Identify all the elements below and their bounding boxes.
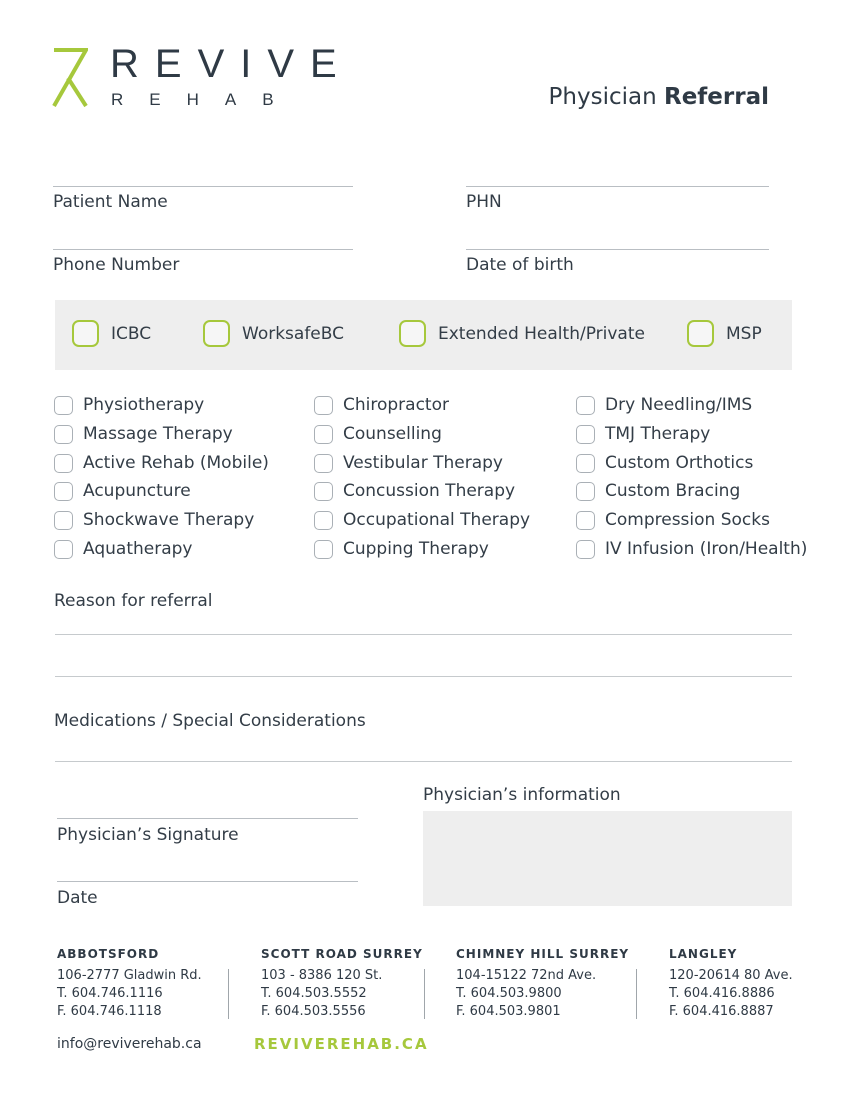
service-checkbox[interactable]: Shockwave Therapy bbox=[54, 510, 254, 530]
reason-line-1[interactable] bbox=[55, 634, 792, 635]
checkbox-icon[interactable] bbox=[314, 482, 333, 501]
office-phone: T. 604.416.8886 bbox=[669, 986, 775, 1001]
service-checkbox[interactable]: IV Infusion (Iron/Health) bbox=[576, 539, 807, 559]
medications-label: Medications / Special Considerations bbox=[54, 711, 366, 731]
office-phone: T. 604.503.9800 bbox=[456, 986, 562, 1001]
signature-field[interactable] bbox=[57, 818, 358, 819]
service-checkbox[interactable]: Cupping Therapy bbox=[314, 539, 489, 559]
medications-line[interactable] bbox=[55, 761, 792, 762]
revive-logo-icon bbox=[52, 48, 88, 108]
office-name: LANGLEY bbox=[669, 947, 738, 961]
phn-field[interactable] bbox=[466, 186, 769, 187]
insurance-options bbox=[55, 300, 792, 370]
checkbox-icon[interactable] bbox=[54, 396, 73, 415]
office-address: 106-2777 Gladwin Rd. bbox=[57, 968, 202, 983]
checkbox-icon[interactable] bbox=[54, 454, 73, 473]
checkbox-icon[interactable] bbox=[576, 454, 595, 473]
service-checkbox[interactable]: TMJ Therapy bbox=[576, 424, 710, 444]
phone-number-field[interactable] bbox=[53, 249, 353, 250]
checkbox-icon[interactable] bbox=[54, 540, 73, 559]
service-checkbox[interactable]: Custom Bracing bbox=[576, 481, 740, 501]
office-fax: F. 604.746.1118 bbox=[57, 1004, 162, 1019]
date-of-birth-label: Date of birth bbox=[466, 255, 574, 275]
checkbox-icon[interactable] bbox=[687, 320, 714, 347]
checkbox-icon[interactable] bbox=[576, 540, 595, 559]
divider bbox=[424, 969, 425, 1019]
checkbox-icon[interactable] bbox=[203, 320, 230, 347]
website-link[interactable]: REVIVEREHAB.CA bbox=[254, 1035, 429, 1053]
checkbox-icon[interactable] bbox=[576, 396, 595, 415]
reason-label: Reason for referral bbox=[54, 591, 213, 611]
checkbox-icon[interactable] bbox=[54, 425, 73, 444]
email-link[interactable]: info@reviverehab.ca bbox=[57, 1036, 202, 1052]
office-address: 104-15122 72nd Ave. bbox=[456, 968, 597, 983]
office-fax: F. 604.503.9801 bbox=[456, 1004, 561, 1019]
service-checkbox[interactable]: Physiotherapy bbox=[54, 395, 204, 415]
signature-label: Physician’s Signature bbox=[57, 825, 239, 845]
service-checkbox[interactable]: Chiropractor bbox=[314, 395, 449, 415]
service-checkbox[interactable]: Vestibular Therapy bbox=[314, 453, 503, 473]
service-checkbox[interactable]: Concussion Therapy bbox=[314, 481, 515, 501]
service-checkbox[interactable]: Compression Socks bbox=[576, 510, 770, 530]
patient-name-field[interactable] bbox=[53, 186, 353, 187]
phone-number-label: Phone Number bbox=[53, 255, 180, 275]
service-checkbox[interactable]: Dry Needling/IMS bbox=[576, 395, 752, 415]
checkbox-icon[interactable] bbox=[72, 320, 99, 347]
service-checkbox[interactable]: Aquatherapy bbox=[54, 539, 192, 559]
service-checkbox[interactable]: Counselling bbox=[314, 424, 442, 444]
checkbox-icon[interactable] bbox=[576, 482, 595, 501]
date-field[interactable] bbox=[57, 881, 358, 882]
phn-label: PHN bbox=[466, 192, 502, 212]
office-name: ABBOTSFORD bbox=[57, 947, 160, 961]
physician-info-box[interactable] bbox=[423, 811, 792, 906]
office-address: 103 - 8386 120 St. bbox=[261, 968, 383, 983]
divider bbox=[636, 969, 637, 1019]
checkbox-icon[interactable] bbox=[54, 482, 73, 501]
insurance-checkbox-icbc[interactable]: ICBC bbox=[72, 320, 151, 347]
office-phone: T. 604.746.1116 bbox=[57, 986, 163, 1001]
office-name: SCOTT ROAD SURREY bbox=[261, 947, 423, 961]
insurance-checkbox-worksafebc[interactable]: WorksafeBC bbox=[203, 320, 344, 347]
service-checkbox[interactable]: Occupational Therapy bbox=[314, 510, 530, 530]
insurance-checkbox-msp[interactable]: MSP bbox=[687, 320, 762, 347]
date-label: Date bbox=[57, 888, 98, 908]
office-phone: T. 604.503.5552 bbox=[261, 986, 367, 1001]
service-checkbox[interactable]: Custom Orthotics bbox=[576, 453, 753, 473]
checkbox-icon[interactable] bbox=[314, 540, 333, 559]
checkbox-icon[interactable] bbox=[576, 425, 595, 444]
office-fax: F. 604.503.5556 bbox=[261, 1004, 366, 1019]
service-checkbox[interactable]: Massage Therapy bbox=[54, 424, 233, 444]
brand-name: REVIVE bbox=[110, 42, 353, 86]
service-checkbox[interactable]: Active Rehab (Mobile) bbox=[54, 453, 269, 473]
service-checkbox[interactable]: Acupuncture bbox=[54, 481, 191, 501]
reason-line-2[interactable] bbox=[55, 676, 792, 677]
office-fax: F. 604.416.8887 bbox=[669, 1004, 774, 1019]
checkbox-icon[interactable] bbox=[314, 425, 333, 444]
checkbox-icon[interactable] bbox=[54, 511, 73, 530]
office-address: 120-20614 80 Ave. bbox=[669, 968, 793, 983]
insurance-checkbox-extended-health[interactable]: Extended Health/Private bbox=[399, 320, 645, 347]
checkbox-icon[interactable] bbox=[576, 511, 595, 530]
checkbox-icon[interactable] bbox=[314, 396, 333, 415]
checkbox-icon[interactable] bbox=[314, 454, 333, 473]
brand-sub: REHAB bbox=[111, 90, 300, 109]
divider bbox=[228, 969, 229, 1019]
office-name: CHIMNEY HILL SURREY bbox=[456, 947, 630, 961]
page-title: Physician Referral bbox=[548, 84, 769, 110]
checkbox-icon[interactable] bbox=[314, 511, 333, 530]
date-of-birth-field[interactable] bbox=[466, 249, 769, 250]
physician-info-label: Physician’s information bbox=[423, 785, 621, 805]
checkbox-icon[interactable] bbox=[399, 320, 426, 347]
patient-name-label: Patient Name bbox=[53, 192, 168, 212]
